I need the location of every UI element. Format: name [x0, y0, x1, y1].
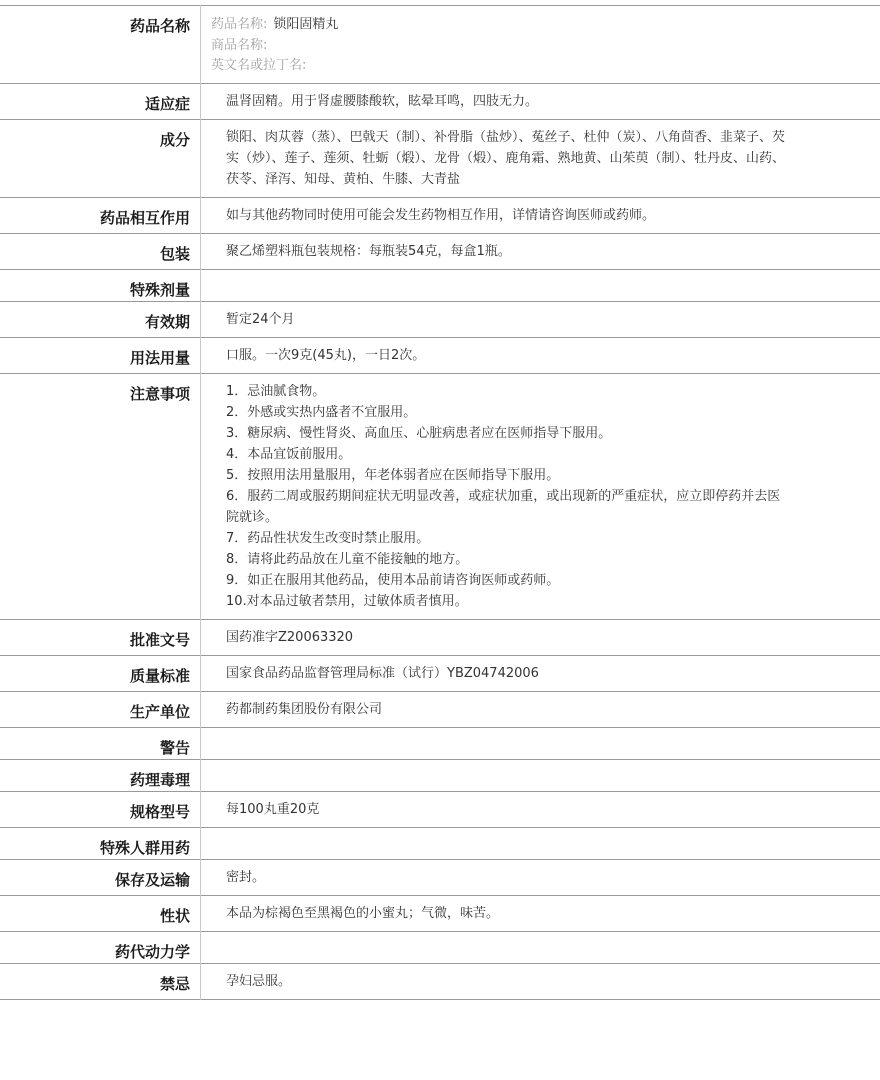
label-interactions: 药品相互作用	[0, 197, 201, 233]
precaution-item: 6．服药二周或服药期间症状无明显改善，或症状加重，或出现新的严重症状，应立即停药并去医院就诊。	[226, 488, 781, 525]
row-drug-names	[0, 6, 880, 84]
row-storage	[0, 859, 880, 895]
value-warning	[201, 727, 880, 759]
drug-info-table	[0, 5, 880, 1000]
row-interactions	[0, 197, 880, 233]
english-name-line	[211, 56, 860, 77]
value-specification: 每100丸重20克	[226, 801, 320, 817]
row-manufacturer	[0, 691, 880, 727]
precaution-item: 8．请将此药品放在儿童不能接触的地方。	[226, 551, 469, 567]
precaution-item: 3．糖尿病、慢性肾炎、高血压、心脏病患者应在医师指导下服用。	[226, 425, 612, 441]
label-drug-names: 药品名称	[0, 6, 201, 84]
label-ingredients: 成分	[0, 119, 201, 197]
label-special-population: 特殊人群用药	[0, 827, 201, 859]
row-special-dosage	[0, 269, 880, 301]
label-contraindications: 禁忌	[0, 963, 201, 999]
label-packaging: 包装	[0, 233, 201, 269]
value-contraindications: 孕妇忌服。	[226, 973, 292, 989]
label-specification: 规格型号	[0, 791, 201, 827]
value-special-population	[201, 827, 880, 859]
label-special-dosage: 特殊剂量	[0, 269, 201, 301]
row-quality-standard	[0, 655, 880, 691]
row-usage	[0, 337, 880, 373]
precaution-item: 7．药品性状发生改变时禁止服用。	[226, 530, 430, 546]
row-contraindications	[0, 963, 880, 999]
value-packaging: 聚乙烯塑料瓶包装规格：每瓶装54克，每盒1瓶。	[226, 243, 511, 259]
row-shelf-life	[0, 301, 880, 337]
row-warning	[0, 727, 880, 759]
value-pharmacokinetics	[201, 931, 880, 963]
value-quality-standard: 国家食品药品监督管理局标准（试行）YBZ04742006	[226, 665, 539, 681]
label-indications: 适应症	[0, 83, 201, 119]
label-pharmacokinetics: 药代动力学	[0, 931, 201, 963]
precaution-item: 10.对本品过敏者禁用，过敏体质者慎用。	[226, 593, 468, 609]
value-description: 本品为棕褐色至黑褐色的小蜜丸；气微，味苦。	[226, 905, 500, 921]
drug-name-line	[211, 15, 860, 36]
value-shelf-life: 暂定24个月	[226, 311, 295, 327]
label-quality-standard: 质量标准	[0, 655, 201, 691]
value-storage: 密封。	[226, 869, 266, 885]
drug-name-value: 锁阳固精丸	[273, 17, 339, 32]
label-usage: 用法用量	[0, 337, 201, 373]
drug-info-sheet	[0, 5, 880, 1000]
value-precautions	[201, 373, 880, 619]
value-ingredients: 锁阳、肉苁蓉（蒸）、巴戟天（制）、补骨脂（盐炒）、菟丝子、杜仲（炭）、八角茴香、韭菜子、芡实（炒）、莲子、莲须、牡蛎（煅）、龙骨（煅）、鹿角霜、熟地黄、山茱萸（制）、牡丹皮、山药、茯苓、泽泻、知母、黄柏、牛膝、大青盐	[226, 129, 786, 187]
label-description: 性状	[0, 895, 201, 931]
value-indications: 温肾固精。用于肾虚腰膝酸软，眩晕耳鸣，四肢无力。	[226, 93, 539, 109]
trade-name-line	[211, 36, 860, 57]
row-description	[0, 895, 880, 931]
row-indications	[0, 83, 880, 119]
label-precautions: 注意事项	[0, 373, 201, 619]
english-name-label: 英文名或拉丁名:	[211, 58, 307, 73]
label-approval-number: 批准文号	[0, 619, 201, 655]
row-approval-number	[0, 619, 880, 655]
precaution-item: 9．如正在服用其他药品，使用本品前请咨询医师或药师。	[226, 572, 560, 588]
row-toxicology	[0, 759, 880, 791]
label-storage: 保存及运输	[0, 859, 201, 895]
value-drug-names	[201, 6, 880, 84]
value-toxicology	[201, 759, 880, 791]
row-pharmacokinetics	[0, 931, 880, 963]
value-approval-number: 国药准字Z20063320	[226, 629, 354, 645]
value-interactions: 如与其他药物同时使用可能会发生药物相互作用，详情请咨询医师或药师。	[226, 207, 656, 223]
drug-name-label: 药品名称:	[211, 17, 268, 32]
trade-name-label: 商品名称:	[211, 37, 268, 53]
row-specification	[0, 791, 880, 827]
row-packaging	[0, 233, 880, 269]
value-manufacturer: 药都制药集团股份有限公司	[226, 701, 383, 717]
value-usage: 口服。一次9克(45丸)，一日2次。	[226, 347, 426, 363]
label-shelf-life: 有效期	[0, 301, 201, 337]
label-manufacturer: 生产单位	[0, 691, 201, 727]
value-special-dosage	[201, 269, 880, 301]
precaution-item: 2．外感或实热内盛者不宜服用。	[226, 404, 417, 420]
precaution-item: 4．本品宜饭前服用。	[226, 446, 352, 462]
label-toxicology: 药理毒理	[0, 759, 201, 791]
precaution-item: 1．忌油腻食物。	[226, 383, 326, 399]
row-ingredients	[0, 119, 880, 197]
precaution-item: 5．按照用法用量服用，年老体弱者应在医师指导下服用。	[226, 467, 560, 483]
row-precautions	[0, 373, 880, 619]
row-special-population	[0, 827, 880, 859]
label-warning: 警告	[0, 727, 201, 759]
